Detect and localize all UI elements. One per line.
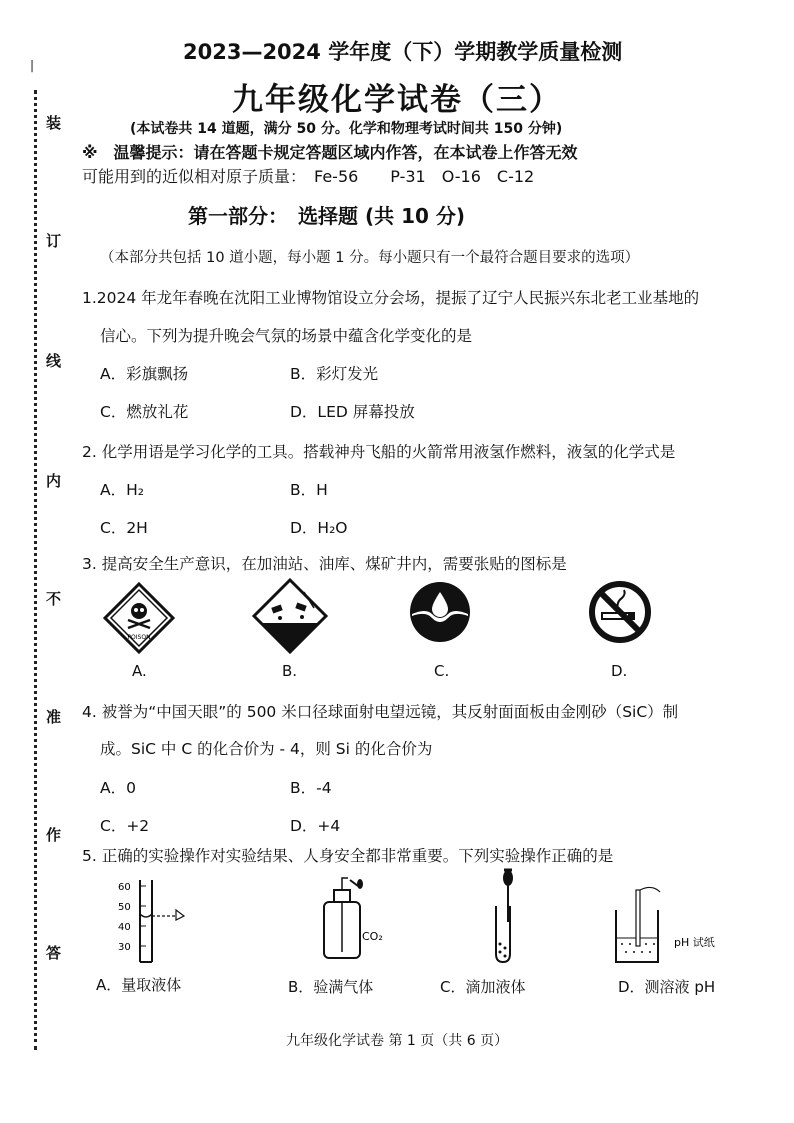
tick-label: 30 <box>118 942 131 953</box>
q4-option-c: C．+2 <box>100 817 150 835</box>
tick-label: 60 <box>118 882 131 893</box>
binding-dotted-line <box>34 90 37 1050</box>
binding-char: 装 <box>46 114 62 132</box>
poison-sign-icon <box>103 582 175 654</box>
q2-option-b: B．H <box>290 481 328 499</box>
q4-option-b: B．-4 <box>290 779 332 797</box>
question-4-line2: 成。SiC 中 C 的化合价为 - 4，则 Si 的化合价为 <box>100 740 433 758</box>
paper-subject: 九年级化学试卷（三） <box>232 82 562 118</box>
q2-option-d: D．H₂O <box>290 519 348 537</box>
graduated-cylinder-icon <box>118 876 198 968</box>
beaker-ph-paper-icon <box>612 882 742 966</box>
q5-option-c: C．滴加液体 <box>440 978 526 996</box>
test-tube-dropper-icon <box>482 866 532 966</box>
corrosive-sign-icon <box>252 578 328 654</box>
binding-char: 订 <box>46 232 62 250</box>
q3-option-a: A. <box>132 662 147 680</box>
co2-label: CO₂ <box>362 930 383 943</box>
q3-option-c: C. <box>434 662 450 680</box>
tick-label: 40 <box>118 922 131 933</box>
question-3-line1: 3. 提高安全生产意识，在加油站、油库、煤矿井内，需要张贴的图标是 <box>82 555 567 573</box>
binding-char: 内 <box>46 472 62 490</box>
section-instructions: （本部分共包括 10 道小题，每小题 1 分。每小题只有一个最符合题目要求的选项） <box>100 250 640 266</box>
question-4-line1: 4. 被誉为“中国天眼”的 500 米口径球面射电望远镜，其反射面面板由金刚砂（SiC）制 <box>82 703 679 721</box>
poison-text: POISON <box>127 634 151 641</box>
question-1-line2: 信心。下列为提升晚会气氛的场景中蕴含化学变化的是 <box>100 327 473 345</box>
q5-option-a: A．量取液体 <box>96 976 182 994</box>
paper-note: (本试卷共 14 道题，满分 50 分。化学和物理考试时间共 150 分钟) <box>130 121 563 137</box>
q5-option-d: D．测溶液 pH <box>618 978 716 996</box>
section-title: 第一部分： 选择题 (共 10 分) <box>188 204 466 228</box>
page-footer: 九年级化学试卷 第 1 页（共 6 页） <box>286 1033 509 1049</box>
q3-option-d: D. <box>611 662 628 680</box>
q4-option-a: A．0 <box>100 779 136 797</box>
binding-char: 准 <box>46 708 62 726</box>
exam-title: 2023—2024 学年度（下）学期教学质量检测 <box>183 40 623 64</box>
atomic-mass: 可能用到的近似相对原子质量： Fe-56 P-31 O-16 C-12 <box>82 167 535 186</box>
question-5-line1: 5. 正确的实验操作对实验结果、人身安全都非常重要。下列实验操作正确的是 <box>82 847 614 865</box>
q1-option-c: C．燃放礼花 <box>100 403 189 421</box>
binding-char: 不 <box>46 590 62 608</box>
warm-tip: ※ 温馨提示：请在答题卡规定答题区域内作答，在本试卷上作答无效 <box>82 143 578 162</box>
ph-paper-label: pH 试纸 <box>674 936 715 949</box>
q1-option-b: B．彩灯发光 <box>290 365 379 383</box>
q2-option-c: C．2H <box>100 519 148 537</box>
q4-option-d: D．+4 <box>290 817 341 835</box>
margin-mark: | <box>30 58 35 72</box>
tick-label: 50 <box>118 902 131 913</box>
q1-option-a: A．彩旗飘扬 <box>100 365 189 383</box>
q2-option-a: A．H₂ <box>100 481 144 499</box>
gas-bottle-icon <box>316 872 396 964</box>
no-smoking-sign-icon <box>588 580 652 644</box>
binding-char: 作 <box>46 826 62 844</box>
q1-option-d: D．LED 屏幕投放 <box>290 403 415 421</box>
q3-option-b: B. <box>282 662 298 680</box>
question-2-line1: 2. 化学用语是学习化学的工具。搭载神舟飞船的火箭常用液氢作燃料，液氢的化学式是 <box>82 443 676 461</box>
water-drop-sign-icon <box>408 580 472 644</box>
q5-option-b: B．验满气体 <box>288 978 374 996</box>
binding-char: 答 <box>46 944 62 962</box>
binding-char: 线 <box>46 352 62 370</box>
question-1-line1: 1.2024 年龙年春晚在沈阳工业博物馆设立分会场，提振了辽宁人民振兴东北老工业基地的 <box>82 289 700 307</box>
